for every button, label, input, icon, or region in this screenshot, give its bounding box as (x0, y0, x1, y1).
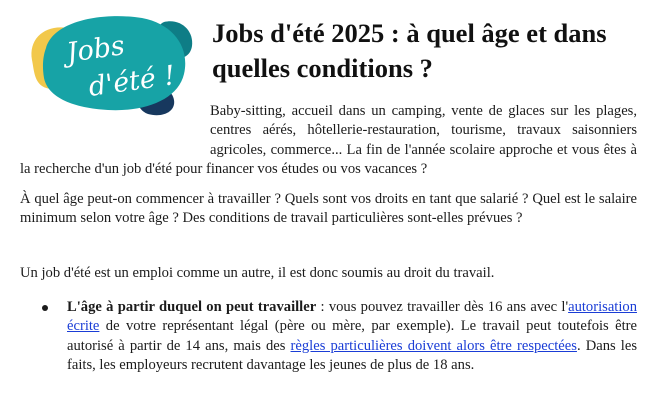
questions-paragraph: À quel âge peut-on commencer à travailler ? Quels sont vos droits en tant que salarié ? Quel est le salaire minimum selon votre âge ? Des conditions de travail particulières sont-elles prévues ? (20, 191, 637, 227)
logo-text-jobs: Jobs (64, 30, 127, 69)
regles-particulieres-link[interactable]: règles particulières doivent alors être respectées (290, 337, 577, 354)
intro-paragraph: Baby-sitting, accueil dans un camping, vente de glaces sur les plages, centres aérés, hôtellerie-restauration, tourisme, travaux saisonniers agricoles, commerce... La fin de l'année scolaire approche et vous êtes à la recherche d'un job d'été pour financer vos études ou vos vacances ? (20, 103, 637, 177)
bullet-text-a: : vous pouvez travailler dès 16 ans avec l' (316, 299, 569, 315)
bullet-dot (42, 305, 48, 311)
list-item (20, 298, 637, 375)
autorisation-ecrite-link[interactable]: autorisation écrite (67, 299, 637, 335)
logo-float-spacer (20, 102, 210, 154)
statement-paragraph: Un job d'été est un emploi comme un autre, il est donc soumis au droit du travail. (20, 265, 495, 281)
page-title: Jobs d'été 2025 : à quel âge et dans quelles conditions ? (212, 18, 607, 83)
intro-paragraph-block (20, 102, 637, 179)
logo-text-ete: d'été ! (86, 60, 178, 103)
bullet-heading: L'âge à partir duquel on peut travailler (67, 299, 317, 315)
bullet-text-c: . Dans les faits, les employeurs recrutent davantage les jeunes de plus de 18 ans. (67, 337, 637, 373)
conditions-list (20, 298, 637, 375)
bullet-text-b: de votre représentant légal (père ou mère, par exemple). Le travail peut toutefois être autorisé à partir de 14 ans, mais des (67, 318, 637, 354)
